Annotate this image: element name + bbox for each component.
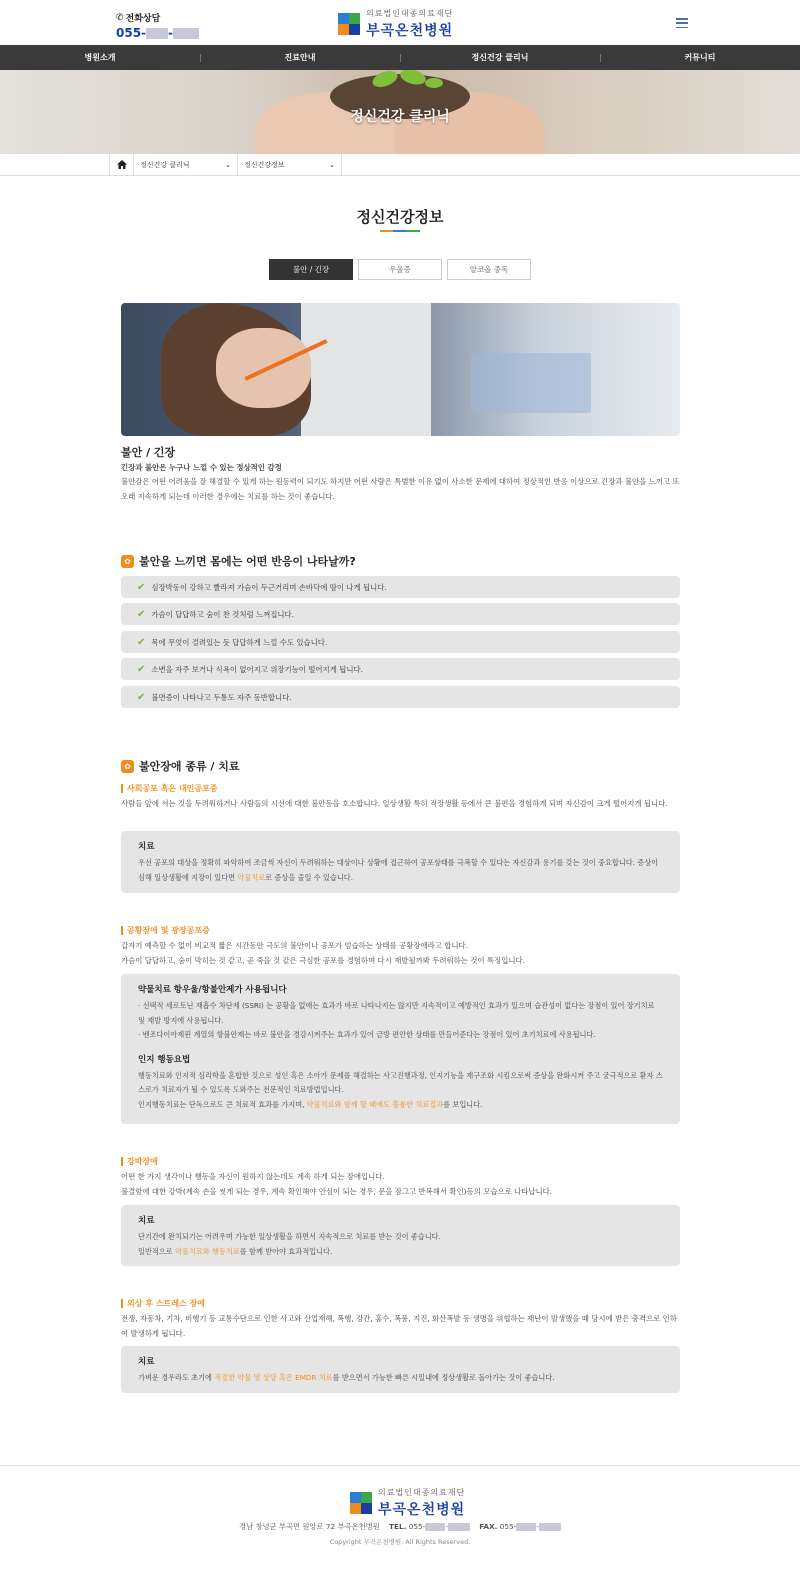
tab-alcohol[interactable] xyxy=(447,259,531,280)
site-header xyxy=(0,0,800,45)
check-icon: ✔ xyxy=(137,691,146,703)
redacted-block xyxy=(516,1523,536,1531)
depth2-select[interactable] xyxy=(238,154,342,175)
symptom-item xyxy=(121,576,680,598)
tab-depression[interactable] xyxy=(358,259,442,280)
cbt-text: 행동치료와 인지적 심리학을 혼합한 것으로 성인 혹은 소아가 문제를 해결하는 사고진행과정, 인지기능을 재구조화 시킴으로써 증상을 완화시켜 주고 궁극적으로 환자 스스로가 치료자가 될 수 있도록 도와주는 전문적인 치료방법입니다. xyxy=(138,1070,663,1094)
treatment-title: 치료 xyxy=(138,1357,155,1367)
intro-title: 불안 / 긴장 xyxy=(121,446,176,459)
nav-label: 커뮤니티 xyxy=(684,53,716,62)
ocd-heading xyxy=(121,1156,158,1167)
types-title: 불안장애 종류 / 치료 xyxy=(139,760,240,773)
panic-title: 공황장애 및 광장공포증 xyxy=(127,926,210,935)
hero-title: 정신건강 클리닉 xyxy=(350,109,450,125)
footer-logo-foundation: 의료법인대종의료재단 xyxy=(378,1488,466,1497)
panic-text-1: 갑자기 예측할 수 없이 비교적 짧은 시간동안 극도의 불안이나 공포가 엄습하는 상태를 공황장애라고 합니다. xyxy=(121,941,469,950)
ocd-text-1: 어떤 한 가지 생각이나 행동을 자신이 원하지 않는데도 계속 하게 되는 장애입니다. xyxy=(121,1172,385,1181)
social-phobia-text: 사람들 앞에 서는 것을 두려워하거나 사람들의 시선에 대한 불안등을 호소합니다. 일상생활 특히 직장생활 등에서 큰 불편을 경험하게 되며 자신감이 크게 떨어지게 됩니다. xyxy=(121,799,668,808)
site-logo[interactable] xyxy=(338,8,453,40)
home-icon[interactable] xyxy=(109,154,134,175)
fax-prefix: 055- xyxy=(499,1522,517,1531)
title-underline xyxy=(380,230,420,232)
footer-logo-name: 부곡온천병원 xyxy=(378,1502,466,1518)
nav-label: 진료안내 xyxy=(284,53,316,62)
hero-banner xyxy=(0,70,800,154)
phone-consult xyxy=(116,11,199,40)
tab-label: 불안 / 긴장 xyxy=(292,265,330,274)
nav-item-community[interactable] xyxy=(600,45,800,70)
logo-mark-icon xyxy=(338,13,360,35)
treatment-text: 가벼운 경우라도 초기에 적절한 약물 및 상담 혹은 EMDR 치료를 받으면서 가능한 빠른 시일내에 정상생활로 돌아가는 것이 좋습니다. xyxy=(138,1373,555,1382)
cbt-title: 인지 행동요법 xyxy=(138,1054,191,1065)
site-footer xyxy=(0,1465,800,1578)
copyright: Copyright 부곡온천병원. All Rights Reserved. xyxy=(329,1538,471,1546)
panic-text-2: 가슴이 답답하고, 숨이 막히는 것 같고, 곧 죽을 것 같은 극심한 공포를 경험하며 다시 재발될까봐 두려워하는 것이 특징입니다. xyxy=(121,956,525,965)
types-heading xyxy=(121,758,240,774)
drug-therapy-item: · 벤조다이아제핀 계열의 항불안제는 바로 불안을 경감시켜주는 효과가 있어 금방 편안한 상태를 만들어준다는 장점이 있어 초기치료에 사용됩니다. xyxy=(138,1030,596,1039)
check-icon: ✔ xyxy=(137,581,146,593)
chevron-down-icon: ⌄ xyxy=(329,160,335,169)
symptom-item xyxy=(121,658,680,680)
tel-prefix: 055- xyxy=(408,1522,426,1531)
ptsd-text: 전쟁, 자동차, 기차, 비행기 등 교통수단으로 인한 사고와 산업재해, 폭행, 강간, 홍수, 폭풍, 지진, 화산폭발 등 생명을 위협하는 재난이 발생했을 때 당시에 받은 충격으로 인하여 발생하게 됩니다. xyxy=(121,1314,677,1338)
treatment-text: 단기간에 완치되기는 어려우며 가능한 일상생활을 하면서 지속적으로 치료를 받는 것이 좋습니다. xyxy=(138,1232,441,1241)
phone-number[interactable] xyxy=(116,26,199,40)
nav-label: 병원소개 xyxy=(84,53,116,62)
symptom-text: 소변을 자주 보거나 식욕이 없어지고 위장기능이 떨어지게 됩니다. xyxy=(151,664,363,674)
symptoms-heading xyxy=(121,553,356,569)
phone-icon: ✆ xyxy=(116,12,124,23)
tel-label: TEL. xyxy=(389,1522,407,1531)
social-phobia-heading xyxy=(121,783,218,794)
depth2-label: 정신건강정보 xyxy=(244,160,285,169)
highlight-text: 약물치료와 함께 할 때에도 훌륭한 치료결과 xyxy=(306,1099,444,1109)
main-nav xyxy=(0,45,800,70)
section-icon: ✿ xyxy=(121,760,134,773)
page-title: 정신건강정보 xyxy=(356,208,444,226)
panic-heading xyxy=(121,925,210,936)
redacted-block xyxy=(425,1523,445,1531)
ptsd-title: 외상 후 스트레스 장애 xyxy=(127,1299,205,1308)
phone-label: 전화상담 xyxy=(125,14,161,24)
depth1-label: 정신건강 클리닉 xyxy=(140,160,190,169)
symptom-item xyxy=(121,603,680,625)
ptsd-treatment-box xyxy=(121,1346,680,1393)
phone-dash: - xyxy=(168,26,174,40)
check-icon: ✔ xyxy=(137,636,146,648)
nav-label: 정신건강 클리닉 xyxy=(471,53,529,62)
hero-leaf xyxy=(425,78,443,88)
nav-item-treatment[interactable] xyxy=(200,45,400,70)
symptom-text: 가슴이 답답하고 숨이 찬 것처럼 느껴집니다. xyxy=(151,609,294,619)
symptoms-title: 불안을 느끼면 몸에는 어떤 반응이 나타날까? xyxy=(139,555,356,568)
treatment-title: 치료 xyxy=(138,842,155,852)
phone-prefix: 055- xyxy=(116,26,147,40)
drug-therapy-item: · 선택적 세로토닌 재흡수 차단제 (SSRI) 는 공황을 없애는 효과가 바로 나타나지는 않지만 지속적이고 예방적인 효과가 있으며 습관성이 없다는 장점이 있어 장기치료 및 재발 방지에 사용됩니다. xyxy=(138,1001,655,1025)
chevron-down-icon: ⌄ xyxy=(225,160,231,169)
tab-anxiety[interactable] xyxy=(269,259,353,280)
symptom-item xyxy=(121,686,680,708)
footer-logo[interactable] xyxy=(350,1487,465,1519)
drug-therapy-title: 약물치료 항우울/항불안제가 사용됩니다 xyxy=(138,985,287,995)
anxiety-photo xyxy=(121,303,680,436)
ocd-text-2: 불결함에 대한 강박(계속 손을 씻게 되는 경우, 계속 확인해야 안심이 되는 경우, 문을 잠그고 반복해서 확인)등의 모습으로 나타납니다. xyxy=(121,1187,553,1196)
cbt-text: 인지행동치료는 단독으로도 큰 치료적 효과를 가지며, 약물치료와 함께 할 때에도 훌륭한 치료결과를 보입니다. xyxy=(138,1099,483,1109)
tab-label: 알코올 중독 xyxy=(469,265,509,274)
treatment-text: 일반적으로 약물치료와 행동치료를 함께 받아야 효과적입니다. xyxy=(138,1246,333,1256)
symptom-item xyxy=(121,631,680,653)
redacted-block xyxy=(539,1523,561,1531)
ptsd-heading xyxy=(121,1298,205,1309)
content-tabs xyxy=(269,259,536,280)
nav-item-about[interactable] xyxy=(0,45,200,70)
symptom-text: 목에 무엇이 걸려있는 듯 답답하게 느낄 수도 있습니다. xyxy=(151,637,328,647)
symptom-text: 불면증이 나타나고 두통도 자주 동반합니다. xyxy=(151,692,292,702)
logo-mark-icon xyxy=(350,1492,372,1514)
highlight-text: 약물치료와 행동치료 xyxy=(175,1246,240,1256)
tab-label: 우울증 xyxy=(389,265,411,274)
ocd-treatment-box xyxy=(121,1205,680,1266)
redacted-block xyxy=(146,28,168,39)
redacted-block xyxy=(173,28,199,39)
social-phobia-title: 사회공포 혹은 대인공포증 xyxy=(127,784,218,793)
logo-hospital-name: 부곡온천병원 xyxy=(366,23,454,39)
symptom-text: 심장박동이 강하고 빨라져 가슴이 두근거리며 손바닥에 땀이 나게 됩니다. xyxy=(151,582,387,592)
social-phobia-treatment-box xyxy=(121,831,680,893)
depth1-select[interactable] xyxy=(134,154,238,175)
treatment-title: 치료 xyxy=(138,1216,155,1226)
ocd-title: 강박장애 xyxy=(127,1157,158,1166)
intro-text: 불안감은 어떤 어려움을 잘 해결할 수 있게 하는 원동력이 되기도 하지만 어떤 사람은 특별한 이유 없이 사소한 문제에 대하여 정상적인 반응 이상으로 긴장과 불안을 느끼고 또 오래 지속하게 되는데 이러한 경우에는 치료를 하는 것이 좋습니다. xyxy=(121,477,680,501)
nav-item-mental-clinic[interactable] xyxy=(400,45,600,70)
treatment-text: 우선 공포의 대상을 정확히 파악하여 조금씩 자신이 두려워하는 대상이나 상황에 접근하여 공포상태를 극복할 수 있다는 자신감과 용기를 갖는 것이 중요합니다. 증상이 심해 일상생활에 지장이 있다면 약물치료로 증상을 줄일 수 있습니다. xyxy=(138,858,659,882)
redacted-block xyxy=(448,1523,470,1531)
footer-address: 경남 창녕군 부곡면 원앙로 72 부곡온천병원 TEL. 055- - FAX. 055- - xyxy=(0,1522,800,1532)
address-text: 경남 창녕군 부곡면 원앙로 72 부곡온천병원 xyxy=(239,1522,380,1531)
check-icon: ✔ xyxy=(137,663,146,675)
check-icon: ✔ xyxy=(137,608,146,620)
highlight-text: 약물치료 xyxy=(237,872,266,882)
logo-foundation: 의료법인대종의료재단 xyxy=(366,9,454,18)
section-icon: ✿ xyxy=(121,555,134,568)
fax-label: FAX. xyxy=(479,1522,498,1531)
highlight-text: 적절한 약물 및 상담 혹은 EMDR 치료 xyxy=(214,1373,333,1382)
location-bar xyxy=(0,154,800,176)
hamburger-menu-icon[interactable] xyxy=(676,18,688,28)
panic-treatment-box xyxy=(121,974,680,1124)
intro-subtitle: 긴장과 불안은 누구나 느낄 수 있는 정상적인 감정 xyxy=(121,463,282,472)
